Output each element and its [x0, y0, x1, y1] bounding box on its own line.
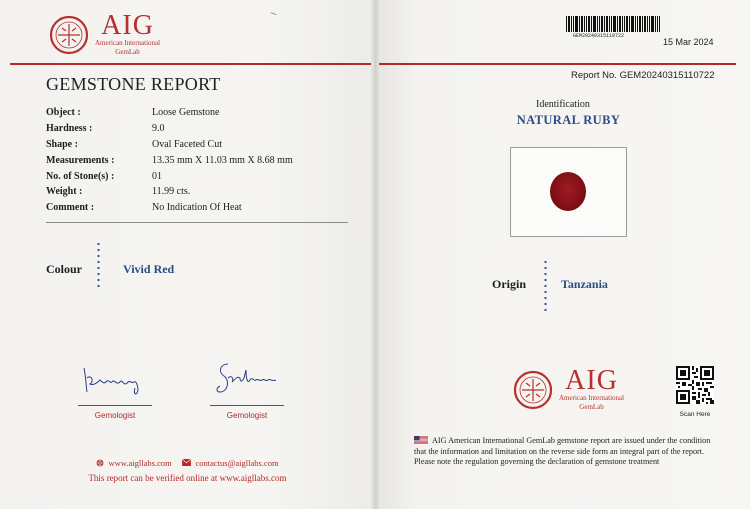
spec-divider [46, 222, 348, 223]
us-flag-icon [414, 436, 428, 444]
barcode [566, 16, 660, 32]
qr-code[interactable] [676, 366, 714, 404]
origin-label: Origin [492, 277, 527, 291]
spec-label: Object : [46, 107, 81, 119]
spec-table [46, 105, 293, 216]
gemologist-label: Gemologist [94, 411, 136, 420]
disclaimer [414, 436, 714, 468]
spec-value: Oval Faceted Cut [152, 138, 222, 150]
aig-emblem-icon [49, 15, 89, 55]
spec-row [46, 184, 293, 200]
aig-emblem-icon [513, 370, 553, 410]
scan-here-label: Scan Here [679, 411, 711, 418]
envelope-icon [182, 458, 191, 468]
globe-icon [96, 458, 104, 468]
report-date: 15 Mar 2024 [663, 37, 714, 47]
report-title: GEMSTONE REPORT [46, 74, 221, 94]
origin-value: Tanzania [561, 277, 608, 291]
page-spine [371, 0, 379, 509]
spec-label: Measurements : [46, 154, 115, 166]
colour-label: Colour [46, 262, 82, 276]
spec-label: No. of Stone(s) : [46, 170, 115, 182]
disclaimer-text: AIG American International GemLab gemstone report are issued under the condition that the information and limitation on the reverse side form an integral part of the report. Please note the regulation governing the declaration of gemstone treatment [414, 436, 711, 467]
barcode-number: GEM20240315110722 [573, 33, 625, 39]
website-link[interactable]: www.aigllabs.com [108, 458, 172, 468]
email-link[interactable]: contactus@aigllabs.com [195, 458, 279, 468]
header-rule-right [379, 63, 736, 65]
spec-label: Weight : [46, 186, 83, 198]
spec-value: 13.35 mm X 11.03 mm X 8.68 mm [152, 154, 293, 166]
spec-row [46, 137, 293, 153]
identification-value: NATURAL RUBY [516, 113, 621, 127]
spec-row [46, 168, 293, 184]
colour-dot-separator [97, 241, 100, 291]
logo-name: AIG [101, 10, 154, 41]
spec-row [46, 121, 293, 137]
signature-2 [210, 360, 284, 400]
spec-value: No Indication Of Heat [152, 202, 242, 214]
qr-code-icon [676, 366, 714, 404]
signature-1 [78, 360, 152, 400]
spec-row [46, 105, 293, 121]
spec-value: 11.99 cts. [152, 186, 191, 198]
header-rule-left [10, 63, 371, 65]
ruby-stone-image [550, 172, 586, 211]
logo-line2: GemLab [115, 48, 140, 56]
aig-logo-bottom [513, 365, 625, 412]
logo-line2: GemLab [579, 403, 604, 411]
spec-value: 9.0 [152, 123, 165, 135]
signature-line [210, 405, 284, 406]
gemologist-label: Gemologist [226, 411, 268, 420]
contact-line [0, 458, 375, 468]
signature-line [78, 405, 152, 406]
aig-logo [49, 10, 161, 57]
spec-value: 01 [152, 170, 162, 182]
spec-label: Comment : [46, 202, 95, 214]
identification-label: Identification [536, 99, 590, 110]
spec-value: Loose Gemstone [152, 107, 220, 119]
signature-block-1 [78, 360, 152, 420]
verify-note: This report can be verified online at www.aigllabs.com [88, 473, 287, 483]
colour-value: Vivid Red [123, 262, 175, 276]
origin-dot-separator [544, 259, 547, 311]
gemstone-photo [510, 147, 627, 237]
logo-name: AIG [565, 365, 618, 396]
report-number: Report No. GEM20240315110722 [571, 70, 715, 81]
spec-row [46, 200, 293, 216]
spec-label: Shape : [46, 138, 78, 150]
logo-line1: American International [559, 394, 625, 402]
spec-row [46, 152, 293, 168]
spec-label: Hardness : [46, 123, 93, 135]
logo-line1: American International [95, 39, 161, 47]
signature-block-2 [210, 360, 284, 420]
